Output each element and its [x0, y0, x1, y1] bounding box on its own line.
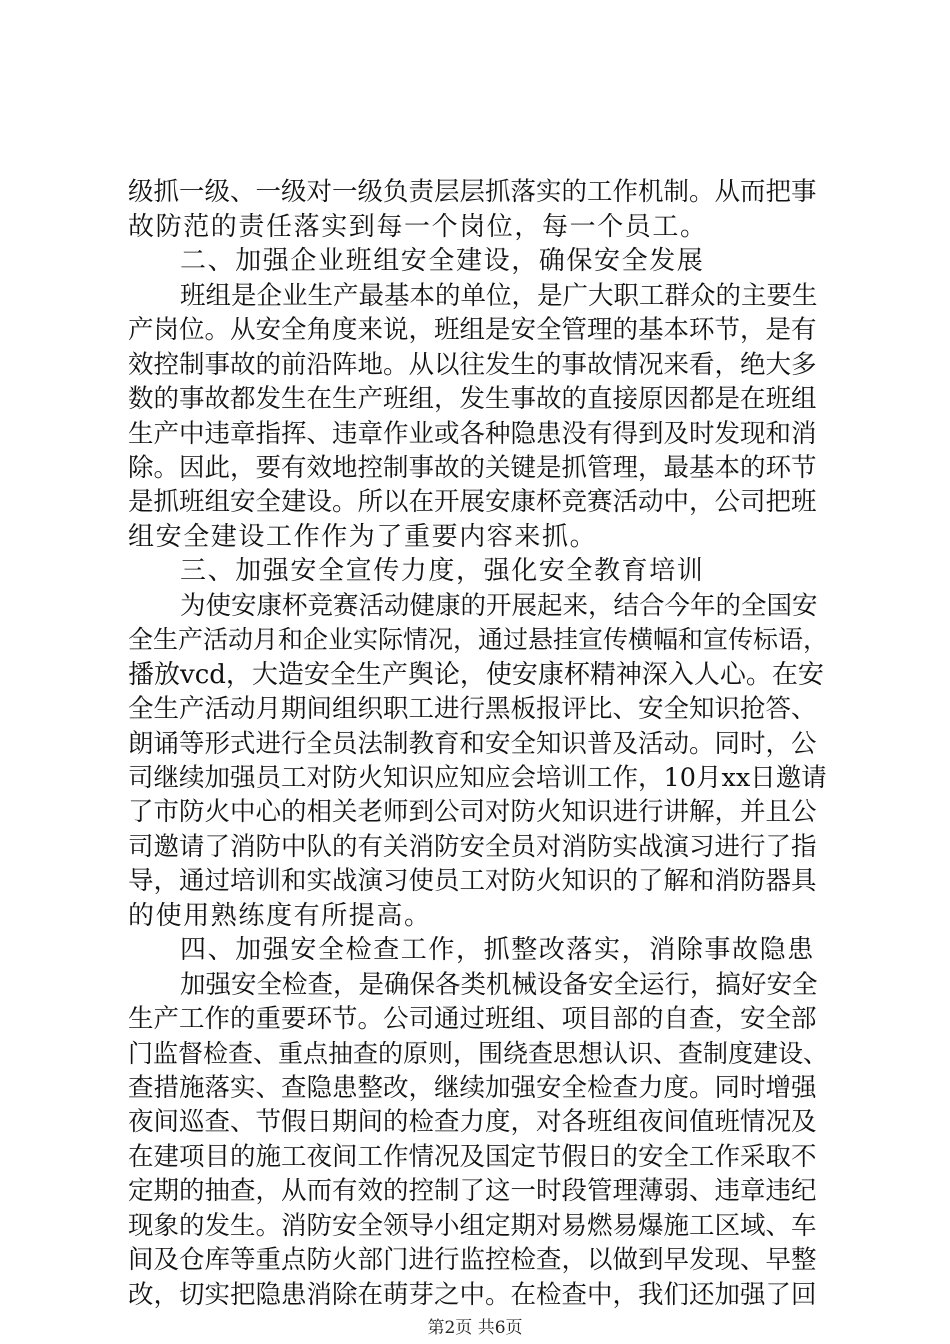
- text-line: 产岗位。从安全角度来说，班组是安全管理的基本环节，是有: [128, 315, 817, 345]
- text-line: 改，切实把隐患消除在萌芽之中。在检查中，我们还加强了回: [128, 1280, 817, 1310]
- section-heading: 二、加强企业班组安全建设，确保安全发展: [180, 246, 705, 276]
- text-line: 除。因此，要有效地控制事故的关键是抓管理，最基本的环节: [128, 453, 817, 483]
- text-line: 效控制事故的前沿阵地。从以往发生的事故情况来看，绝大多: [128, 350, 817, 380]
- text-line: 现象的发生。消防安全领导小组定期对易燃易爆施工区域、车: [128, 1211, 817, 1241]
- section-heading: 三、加强安全宣传力度，强化安全教育培训: [180, 556, 705, 586]
- text-line: 导，通过培训和实战演习使员工对防火知识的了解和消防器具: [128, 866, 817, 896]
- text-line: 门监督检查、重点抽查的原则，围绕查思想认识、查制度建设、: [128, 1039, 829, 1068]
- text-line: 组安全建设工作作为了重要内容来抓。: [128, 522, 598, 552]
- text-line: 全生产活动月期间组织职工进行黑板报评比、安全知识抢答、: [128, 694, 817, 724]
- text-line: 查措施落实、查隐患整改，继续加强安全检查力度。同时增强: [128, 1073, 817, 1103]
- text-line: 生产中违章指挥、违章作业或各种隐患没有得到及时发现和消: [128, 419, 817, 449]
- text-line: 的使用熟练度有所提高。: [128, 901, 432, 931]
- text-line: 是抓班组安全建设。所以在开展安康杯竞赛活动中，公司把班: [128, 487, 817, 517]
- text-line: 司继续加强员工对防火知识应知应会培训工作，10月xx日邀请: [128, 763, 827, 793]
- text-line: 间及仓库等重点防火部门进行监控检查，以做到早发现、早整: [128, 1245, 817, 1275]
- text-line: 朗诵等形式进行全员法制教育和安全知识普及活动。同时，公: [128, 729, 817, 759]
- text-line: 级抓一级、一级对一级负责层层抓落实的工作机制。从而把事: [128, 177, 817, 207]
- text-line: 夜间巡查、节假日期间的检查力度，对各班组夜间值班情况及: [128, 1107, 817, 1137]
- text-line: 为使安康杯竞赛活动健康的开展起来，结合今年的全国安: [180, 591, 818, 621]
- text-line: 加强安全检查，是确保各类机械设备安全运行，搞好安全: [180, 970, 818, 1000]
- text-line: 班组是企业生产最基本的单位，是广大职工群众的主要生: [180, 281, 818, 311]
- text-line: 播放vcd，大造安全生产舆论，使安康杯精神深入人心。在安: [128, 660, 824, 690]
- page-number-footer: 第2页 共6页: [427, 1318, 523, 1338]
- text-line: 数的事故都发生在生产班组，发生事故的直接原因都是在班组: [128, 384, 817, 414]
- text-line: 司邀请了消防中队的有关消防安全员对消防实战演习进行了指: [128, 832, 817, 862]
- text-line: 故防范的责任落实到每一个岗位，每一个员工。: [128, 212, 708, 242]
- text-line: 定期的抽查，从而有效的控制了这一时段管理薄弱、违章违纪: [128, 1176, 817, 1206]
- text-line: 生产工作的重要环节。公司通过班组、项目部的自查，安全部: [128, 1004, 817, 1034]
- text-line: 在建项目的施工夜间工作情况及国定节假日的安全工作采取不: [128, 1142, 817, 1172]
- text-line: 全生产活动月和企业实际情况，通过悬挂宣传横幅和宣传标语，: [128, 625, 829, 654]
- text-line: 了市防火中心的相关老师到公司对防火知识进行讲解，并且公: [128, 797, 817, 827]
- section-heading: 四、加强安全检查工作，抓整改落实，消除事故隐患: [180, 935, 815, 965]
